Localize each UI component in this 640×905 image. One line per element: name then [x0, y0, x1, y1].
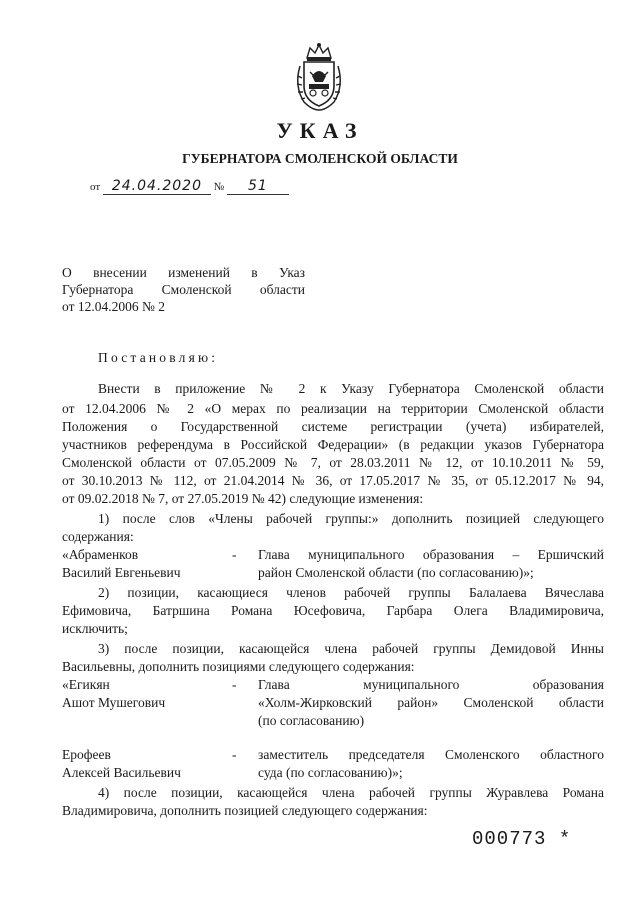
decree-word: Постановляю:: [98, 350, 219, 365]
item-line: исключить;: [62, 621, 128, 636]
entry-dash: -: [232, 547, 237, 562]
item-line: Васильевны, дополнить позициями следующего содержания:: [62, 659, 415, 674]
document-type-title: УКАЗ: [276, 118, 364, 143]
handwritten-date: 24.04.2020: [103, 178, 211, 195]
handwritten-number: 51: [227, 178, 289, 195]
entry-role: район Смоленской области (по согласованию)»;: [258, 565, 534, 580]
body-line: от 09.02.2018 № 7, от 27.05.2019 № 42) следующие изменения:: [62, 491, 424, 506]
body-line: 1) после слов «Члены рабочей группы:» дополнить позицией следующего: [98, 511, 604, 526]
body-line: Положения о Государственной системе регистрации (учета) избирателей,: [62, 419, 604, 434]
item-line: Ефимовича, Батршина Романа Юсефовича, Гарбара Олега Владимировича,: [62, 603, 604, 618]
entry-name: Ерофеев: [62, 747, 111, 762]
entry-role: «Холм-Жирковский район» Смоленской области: [258, 695, 604, 710]
entry-role: Глава муниципального образования – Ершичский: [258, 547, 604, 562]
subject-line: Губернатора Смоленской области: [62, 282, 305, 297]
body-line: Смоленской области от 07.05.2009 № 7, от 28.03.2011 № 12, от 10.10.2011 № 59,: [62, 455, 604, 470]
entry-role: (по согласованию): [258, 713, 365, 728]
entry-name: Василий Евгеньевич: [62, 565, 181, 580]
date-number-line: [90, 178, 289, 195]
date-prefix: от: [90, 181, 101, 193]
entry-name: «Абраменков: [62, 547, 139, 562]
body-line: участников референдума в Российской Федерации» (в редакции указов Губернатора: [62, 437, 604, 452]
body-line: от 12.04.2006 № 2 «О мерах по реализации на территории Смоленской области: [62, 401, 604, 416]
body-line: от 30.10.2013 № 112, от 21.04.2014 № 36, от 17.05.2017 № 35, от 05.12.2017 № 94,: [62, 473, 604, 488]
entry-name: «Егикян: [62, 677, 110, 692]
entry-role: Глава муниципального образования: [258, 677, 604, 692]
number-prefix: №: [213, 181, 225, 193]
entry-role: заместитель председателя Смоленского областного: [258, 747, 604, 762]
entry-name: Ашот Мушегович: [62, 695, 166, 710]
entry-name: Алексей Васильевич: [62, 765, 181, 780]
item-line: 4) после позиции, касающейся члена рабочей группы Журавлева Романа: [98, 785, 604, 800]
body-line: Внести в приложение № 2 к Указу Губернатора Смоленской области: [98, 381, 604, 396]
issuer-title: ГУБЕРНАТОРА СМОЛЕНСКОЙ ОБЛАСТИ: [182, 151, 458, 166]
coat-of-arms-emblem: [290, 42, 348, 112]
entry-role: суда (по согласованию)»;: [258, 765, 403, 780]
subject-line: О внесении изменений в Указ: [62, 265, 305, 280]
item-line: 3) после позиции, касающейся члена рабочей группы Демидовой Инны: [98, 641, 604, 656]
item-line: Владимировича, дополнить позицией следующего содержания:: [62, 803, 428, 818]
entry-dash: -: [232, 747, 237, 762]
stamp-serial-number: 000773 *: [472, 828, 572, 850]
subject-line: от 12.04.2006 № 2: [62, 299, 165, 314]
entry-dash: -: [232, 677, 237, 692]
body-line: содержания:: [62, 529, 134, 544]
item-line: 2) позиции, касающиеся членов рабочей группы Балалаева Вячеслава: [98, 585, 604, 600]
